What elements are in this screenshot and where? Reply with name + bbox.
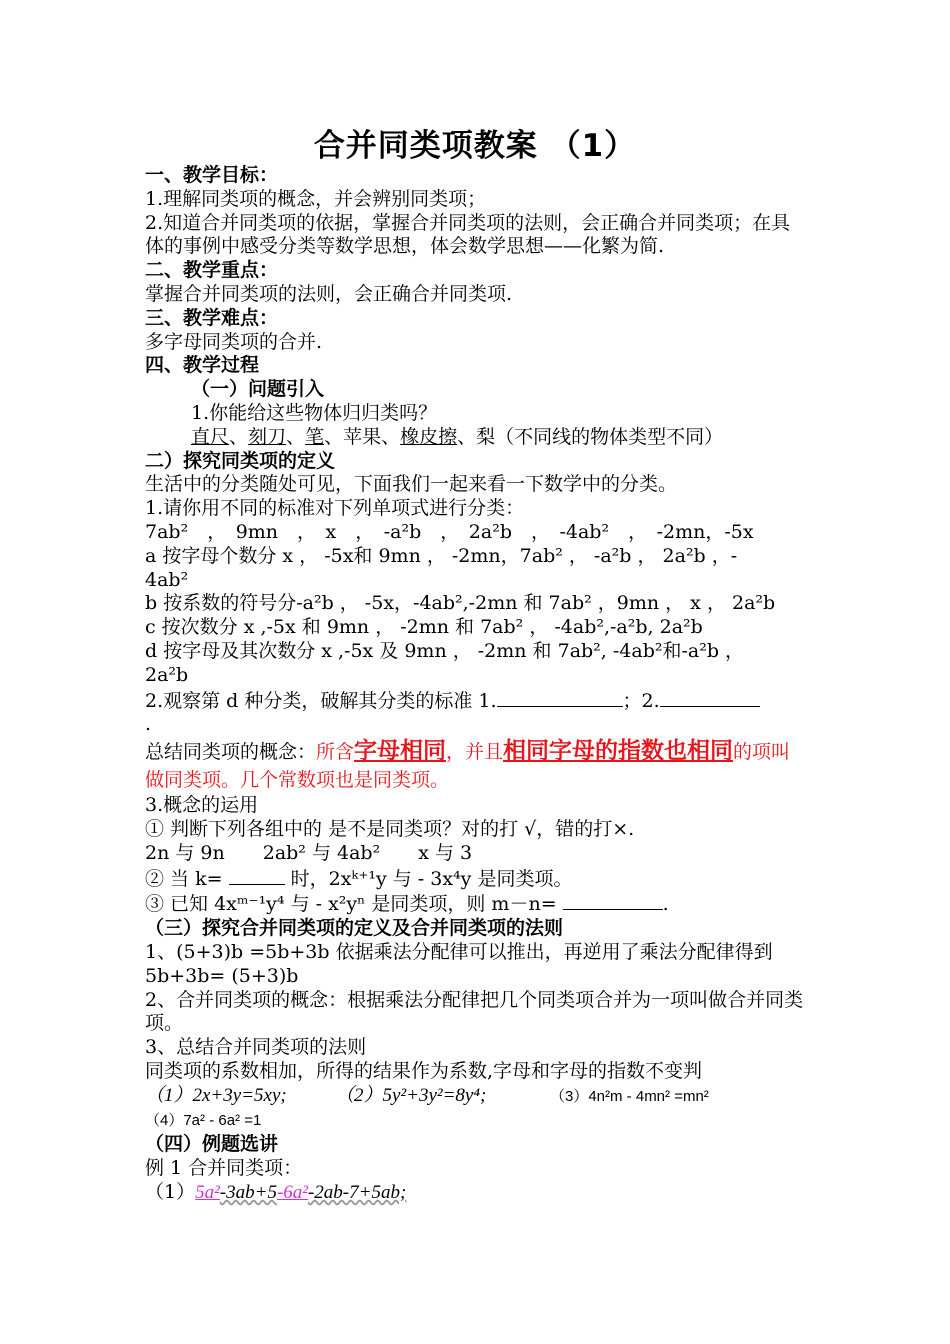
judge-exercises-1: [145, 1084, 809, 1109]
judge-pairs: 2n 与 9n 2ab² 与 4ab² x 与 3: [145, 841, 473, 864]
classify-instruction: 1.请你用不同的标准对下列单项式进行分类：: [145, 497, 525, 520]
difficulty-text: 多字母同类项的合并.: [145, 330, 323, 353]
answer-blank-2[interactable]: [660, 688, 760, 707]
separator: 、: [229, 425, 249, 448]
summary-red-3: 的项叫做同类项。几个常数项也是同类项。: [145, 741, 791, 792]
object-eraser: 橡皮擦: [400, 425, 458, 448]
observe-end: .: [145, 713, 152, 736]
key-point-text: 掌握合并同类项的法则，会正确合并同类项.: [145, 282, 513, 305]
object-apple: 、苹果、: [324, 425, 401, 448]
question-classify: 1.你能给这些物体归归类吗？: [191, 401, 438, 424]
classify-d-line1: d 按字母及其次数分 x ,-5x 及 9mn ， -2mn 和 7ab², -4ab²和-a²b ，: [145, 639, 745, 662]
object-knife: 刻刀: [248, 425, 287, 448]
section-heading-merge-rule: （三）探究合并同类项的定义及合并同类项的法则: [145, 917, 564, 940]
question-mn-text: ③ 已知 4xᵐ⁻¹y⁴ 与 - x²yⁿ 是同类项，则 m－n=: [145, 893, 563, 916]
term-3ab-5: -3ab+5: [219, 1181, 277, 1203]
question-k-text: ② 当 k=: [145, 867, 229, 890]
answer-blank-k[interactable]: [229, 866, 285, 885]
section-heading-difficulties: 三、教学难点：: [145, 306, 279, 329]
term-6a2: -6a²: [276, 1181, 308, 1203]
page-title: 合并同类项教案 （1）: [313, 128, 637, 164]
question-mn-end: .: [662, 893, 669, 916]
document-body: [145, 164, 809, 1205]
exercise-4: （4）7a² - 6a² =1: [145, 1112, 262, 1130]
term-rest: -2ab-7+5ab;: [307, 1181, 407, 1203]
section-heading-examples: （四）例题选讲: [145, 1133, 279, 1156]
object-pear-note: 、梨（不同线的物体类型不同）: [457, 425, 724, 448]
classify-d-line2: 2a²b: [145, 663, 189, 686]
summary-red-2: ，并且: [446, 741, 504, 764]
objects-list: [145, 426, 809, 450]
concept-application-heading: 3.概念的运用: [145, 794, 259, 817]
judge-exercises-2: [145, 1108, 809, 1133]
classify-a-line1: a 按字母个数分 x ， -5x和 9mn ， -2mn，7ab² ， -a²b ， 2a²b ，-: [145, 544, 738, 567]
example-1-expression: [145, 1181, 809, 1205]
section-heading-key-points: 二、教学重点：: [145, 259, 279, 282]
separator: 、: [286, 425, 306, 448]
exercise-3: （3）4n²m - 4mn² =mn²: [550, 1087, 709, 1105]
definition-intro: 生活中的分类随处可见，下面我们一起来看一下数学中的分类。: [145, 473, 678, 496]
monomial-list: 7ab² ， 9mn ， x ， -a²b ， 2a²b ， -4ab² ， -2mn，-5x: [145, 520, 754, 543]
subsection-intro: （一）问题引入: [191, 378, 325, 401]
objective-1: 1.理解同类项的概念，并会辨别同类项；: [145, 187, 487, 210]
exercise-2: （2）5y²+3y²=8y⁴;: [335, 1084, 487, 1106]
classify-c: c 按次数分 x ,-5x 和 9mn ， -2mn 和 7ab² ， -4ab²,-a²b, 2a²b: [145, 616, 703, 639]
question-k-rest: 时，2xᵏ⁺¹y 与 - 3x⁴y 是同类项。: [284, 867, 573, 890]
answer-blank-mn[interactable]: [563, 891, 663, 910]
question-k: [145, 866, 809, 892]
summary-key-same-exponents: 相同字母的指数也相同: [503, 738, 734, 765]
objective-2: 2.知道合并同类项的依据，掌握合并同类项的法则，会正确合并同类项；在具体的事例中感受分类等数学思想，体会数学思想——化繁为简.: [145, 211, 791, 258]
observe-text: 2.观察第 d 种分类，破解其分类的标准 1.: [145, 689, 497, 712]
summary-label: 总结同类项的概念：: [145, 741, 317, 764]
merge-concept: 2、合并同类项的概念：根据乘法分配律把几个同类项合并为一项叫做合并同类项。: [145, 988, 804, 1035]
merge-rule-heading: 3、总结合并同类项的法则: [145, 1036, 367, 1059]
object-pen: 笔: [305, 425, 325, 448]
exercise-1: （1）2x+3y=5xy;: [145, 1084, 287, 1106]
section-heading-objectives: 一、教学目标：: [145, 164, 279, 186]
question-m-n: [145, 891, 809, 917]
classify-b: b 按系数的符号分-a²b ， -5x，-4ab²,-2mn 和 7ab² ，9mn ， x ， 2a²b: [145, 592, 776, 615]
summary-red-1: 所含: [316, 741, 355, 764]
merge-rule-text: 同类项的系数相加，所得的结果作为系数,字母和字母的指数不变判: [145, 1059, 703, 1082]
answer-blank-1[interactable]: [497, 688, 623, 707]
example-1-label: （1）: [145, 1180, 196, 1203]
concept-summary: [145, 737, 809, 794]
distributive-law: 1、(5+3)b =5b+3b 依据乘法分配律可以推出，再逆用了乘法分配律得到 5b+3b= (5+3)b: [145, 940, 773, 987]
section-heading-process: 四、教学过程: [145, 354, 260, 377]
term-5a2: 5a²: [195, 1181, 220, 1203]
summary-key-same-letters: 字母相同: [354, 738, 447, 765]
classify-a-line2: 4ab²: [145, 568, 189, 591]
example-1-heading: 例 1 合并同类项：: [145, 1157, 303, 1180]
object-ruler: 直尺: [191, 425, 230, 448]
section-heading-definition: 二）探究同类项的定义: [145, 449, 336, 472]
question-observe: [145, 688, 809, 714]
observe-separator: ；2.: [622, 689, 660, 712]
judge-instruction: ① 判断下列各组中的 是不是同类项？对的打 √，错的打×.: [145, 817, 635, 840]
